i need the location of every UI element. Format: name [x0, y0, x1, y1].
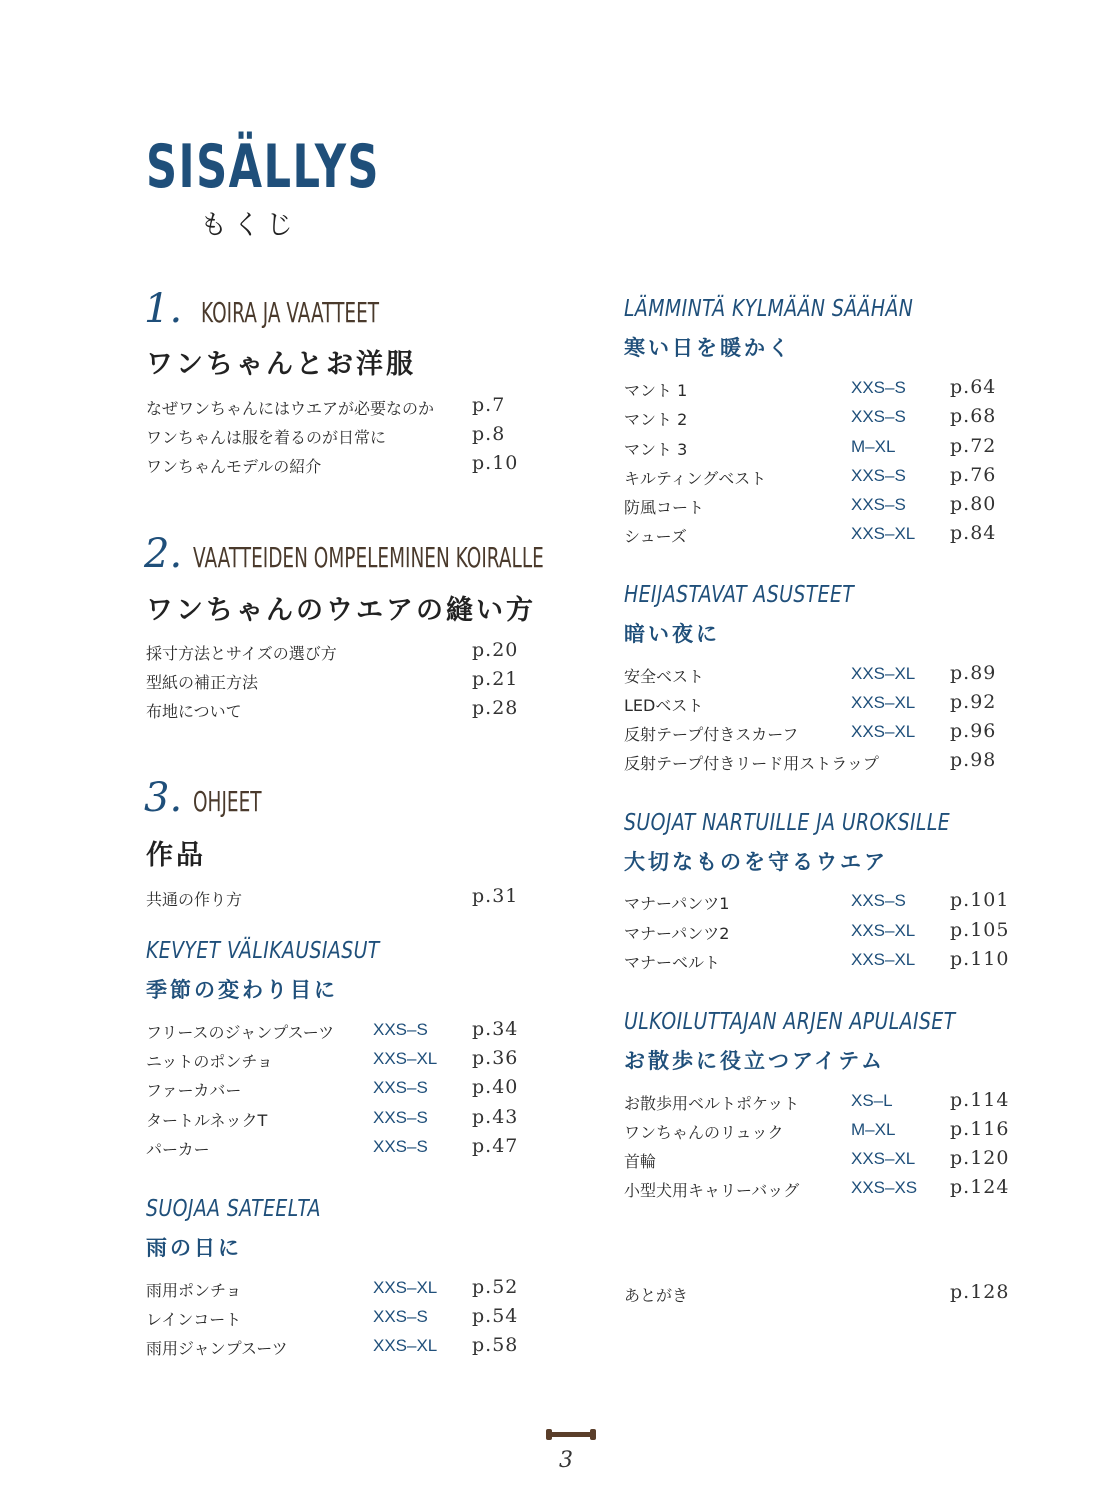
chapter-number: 2. — [144, 531, 183, 577]
toc-item-name: 安全ベスト — [624, 667, 705, 686]
chapter-1-heading — [144, 286, 471, 332]
toc-row[interactable] — [146, 887, 526, 916]
toc-item-size: XS–L — [851, 1091, 893, 1110]
toc-item-name: マナーパンツ2 — [624, 924, 730, 943]
toc-item-size: XXS–XL — [373, 1336, 438, 1355]
toc-item-page: p.36 — [472, 1047, 519, 1069]
toc-item-size: XXS–S — [851, 891, 906, 910]
toc-row[interactable] — [624, 751, 1004, 780]
section-heading: SUOJAA SATEELTA — [146, 1196, 321, 1222]
toc-item-name: タートルネックT — [146, 1111, 268, 1130]
section-jp-title: お散歩に役立つアイテム — [624, 1049, 886, 1073]
toc-row[interactable] — [146, 396, 526, 425]
toc-item-name: マナーベルト — [624, 953, 721, 972]
toc-item-size: XXS–XL — [851, 722, 916, 741]
toc-item-name: パーカー — [146, 1140, 210, 1159]
toc-item-name: フリースのジャンプスーツ — [146, 1023, 335, 1042]
toc-item-page: p.58 — [472, 1334, 519, 1356]
toc-item-page: p.34 — [472, 1018, 519, 1040]
toc-row[interactable] — [146, 670, 526, 699]
toc-item-name: マナーパンツ1 — [624, 894, 730, 913]
toc-item-name: ワンちゃんモデルの紹介 — [146, 457, 322, 476]
toc-item-size: XXS–XL — [851, 693, 916, 712]
toc-item-page: p.110 — [950, 948, 1010, 970]
toc-row[interactable] — [624, 948, 1010, 979]
toc-item-name: LEDベスト — [624, 696, 704, 715]
toc-item-name: シューズ — [624, 527, 687, 546]
toc-item-size: XXS–S — [851, 407, 906, 426]
section-jp-title: 暗い夜に — [624, 622, 720, 646]
toc-item-page: p.120 — [950, 1147, 1010, 1169]
toc-item-page: p.8 — [472, 423, 506, 445]
toc-item-size: XXS–S — [851, 378, 906, 397]
toc-row[interactable] — [624, 664, 1004, 693]
toc-item-name: 反射テープ付きスカーフ — [624, 725, 799, 744]
toc-row[interactable] — [624, 524, 1004, 553]
toc-item-size: XXS–S — [373, 1108, 428, 1127]
chapter-2-jp-title: ワンちゃんのウエアの縫い方 — [146, 595, 536, 626]
toc-item-size: XXS–XL — [851, 950, 916, 969]
toc-row[interactable] — [146, 1078, 526, 1107]
toc-item-page: p.43 — [472, 1106, 519, 1128]
chapter-title: OHJEET — [193, 785, 262, 818]
toc-item-name: お散歩用ベルトポケット — [624, 1094, 800, 1113]
toc-item-size: XXS–S — [373, 1078, 428, 1097]
toc-item-page: p.7 — [472, 394, 506, 416]
toc-item-name: 雨用ポンチョ — [146, 1281, 242, 1300]
section-heading: SUOJAT NARTUILLE JA UROKSILLE — [624, 810, 951, 836]
toc-item-size: M–XL — [851, 437, 896, 456]
section-jp-title: 雨の日に — [146, 1236, 242, 1260]
toc-item-page: p.28 — [472, 697, 519, 719]
toc-item-page: p.124 — [950, 1176, 1010, 1198]
toc-row[interactable] — [624, 1176, 1010, 1207]
toc-item-size: XXS–XL — [373, 1278, 438, 1297]
toc-row[interactable] — [146, 1336, 526, 1365]
toc-row[interactable] — [624, 1118, 1010, 1149]
toc-row[interactable] — [146, 454, 526, 483]
bone-ornament-icon — [548, 1432, 594, 1437]
toc-row[interactable] — [146, 641, 526, 670]
toc-row[interactable] — [146, 1049, 526, 1078]
toc-item-page: p.116 — [950, 1118, 1010, 1140]
toc-item-page: p.20 — [472, 639, 519, 661]
toc-item-page: p.80 — [950, 493, 997, 515]
toc-item-page: p.68 — [950, 405, 997, 427]
toc-item-page: p.89 — [950, 662, 997, 684]
toc-item-name: ワンちゃんは服を着るのが日常に — [146, 428, 387, 447]
toc-item-size: XXS–XL — [851, 921, 916, 940]
toc-item-page: p.52 — [472, 1276, 519, 1298]
toc-item-page: p.21 — [472, 668, 519, 690]
toc-row[interactable] — [146, 425, 526, 454]
toc-item-size: M–XL — [851, 1120, 896, 1139]
toc-item-name: 型紙の補正方法 — [146, 673, 259, 692]
toc-item-name: ニットのポンチョ — [146, 1052, 273, 1071]
toc-item-size: XXS–S — [373, 1020, 428, 1039]
chapter-number: 3. — [144, 775, 183, 821]
toc-item-size: XXS–XL — [851, 1149, 916, 1168]
page-subtitle: もくじ — [200, 210, 299, 241]
section-jp-title: 大切なものを守るウエア — [624, 850, 888, 874]
toc-row[interactable] — [624, 919, 1010, 950]
toc-item-page: p.128 — [950, 1281, 1010, 1303]
chapter-number: 1. — [144, 286, 183, 332]
toc-item-size: XXS–XL — [851, 524, 916, 543]
chapter-title: KOIRA JA VAATTEET — [201, 296, 380, 329]
toc-item-name: なぜワンちゃんにはウエアが必要なのか — [146, 399, 435, 418]
toc-row[interactable] — [146, 1020, 526, 1049]
toc-item-name: ワンちゃんのリュック — [624, 1123, 784, 1142]
toc-item-name: マント 1 — [624, 381, 688, 400]
toc-row[interactable] — [624, 378, 1004, 407]
toc-item-page: p.84 — [950, 522, 997, 544]
toc-item-page: p.54 — [472, 1305, 519, 1327]
toc-item-size: XXS–S — [851, 466, 906, 485]
chapter-1-jp-title: ワンちゃんとお洋服 — [146, 349, 416, 380]
toc-item-name: 反射テープ付きリード用ストラップ — [624, 754, 879, 773]
toc-row[interactable] — [624, 437, 1004, 466]
toc-item-name: マント 3 — [624, 440, 688, 459]
toc-item-name: キルティングベスト — [624, 469, 767, 488]
toc-row[interactable] — [624, 889, 1010, 920]
toc-item-name: ファーカバー — [146, 1081, 242, 1100]
toc-row-afterword[interactable] — [624, 1281, 1010, 1312]
toc-item-page: p.10 — [472, 452, 519, 474]
section-heading: LÄMMINTÄ KYLMÄÄN SÄÄHÄN — [624, 296, 914, 322]
toc-item-page: p.31 — [472, 885, 519, 907]
toc-row[interactable] — [146, 1108, 526, 1137]
toc-row[interactable] — [146, 1278, 526, 1307]
section-heading: HEIJASTAVAT ASUSTEET — [624, 582, 855, 608]
toc-item-name: レインコート — [146, 1310, 242, 1329]
toc-item-page: p.98 — [950, 749, 997, 771]
toc-item-name: マント 2 — [624, 410, 688, 429]
section-heading: KEVYET VÄLIKAUSIASUT — [146, 938, 380, 964]
toc-item-page: p.92 — [950, 691, 997, 713]
toc-row[interactable] — [624, 466, 1004, 495]
toc-item-name: 小型犬用キャリーバッグ — [624, 1181, 800, 1200]
toc-item-page: p.76 — [950, 464, 997, 486]
toc-item-page: p.40 — [472, 1076, 519, 1098]
toc-item-name: あとがき — [624, 1286, 689, 1305]
chapter-title: VAATTEIDEN OMPELEMINEN KOIRALLE — [193, 541, 545, 574]
toc-item-size: XXS–XL — [851, 664, 916, 683]
toc-item-name: 採寸方法とサイズの選び方 — [146, 644, 337, 663]
section-heading: ULKOILUTTAJAN ARJEN APULAISET — [624, 1009, 956, 1035]
toc-row[interactable] — [146, 1137, 526, 1166]
chapter-3-jp-title: 作品 — [146, 840, 206, 871]
toc-item-size: XXS–XL — [373, 1049, 438, 1068]
toc-item-name: 布地について — [146, 702, 242, 721]
toc-row[interactable] — [624, 495, 1004, 524]
toc-item-page: p.105 — [950, 919, 1010, 941]
section-jp-title: 寒い日を暖かく — [624, 336, 792, 360]
toc-row[interactable] — [146, 1307, 526, 1336]
toc-row[interactable] — [146, 699, 526, 728]
toc-row[interactable] — [624, 693, 1004, 722]
toc-item-page: p.101 — [950, 889, 1010, 911]
toc-row[interactable] — [624, 1147, 1010, 1178]
toc-item-page: p.72 — [950, 435, 997, 457]
toc-item-size: XXS–S — [373, 1307, 428, 1326]
toc-item-size: XXS–S — [851, 495, 906, 514]
page-number: 3 — [559, 1448, 573, 1473]
toc-row[interactable] — [624, 407, 1004, 436]
toc-item-page: p.47 — [472, 1135, 519, 1157]
toc-item-size: XXS–S — [373, 1137, 428, 1156]
toc-item-name: 雨用ジャンプスーツ — [146, 1339, 288, 1358]
toc-item-page: p.114 — [950, 1089, 1010, 1111]
toc-row[interactable] — [624, 1089, 1010, 1120]
toc-item-name: 防風コート — [624, 498, 705, 517]
toc-row[interactable] — [624, 722, 1004, 751]
section-jp-title: 季節の変わり目に — [146, 978, 338, 1002]
toc-item-size: XXS–XS — [851, 1178, 918, 1197]
toc-item-page: p.64 — [950, 376, 997, 398]
page-title: SISÄLLYS — [146, 132, 380, 202]
toc-item-name: 共通の作り方 — [146, 890, 243, 909]
chapter-3-heading — [144, 775, 297, 821]
toc-item-page: p.96 — [950, 720, 997, 742]
toc-item-name: 首輪 — [624, 1152, 657, 1171]
